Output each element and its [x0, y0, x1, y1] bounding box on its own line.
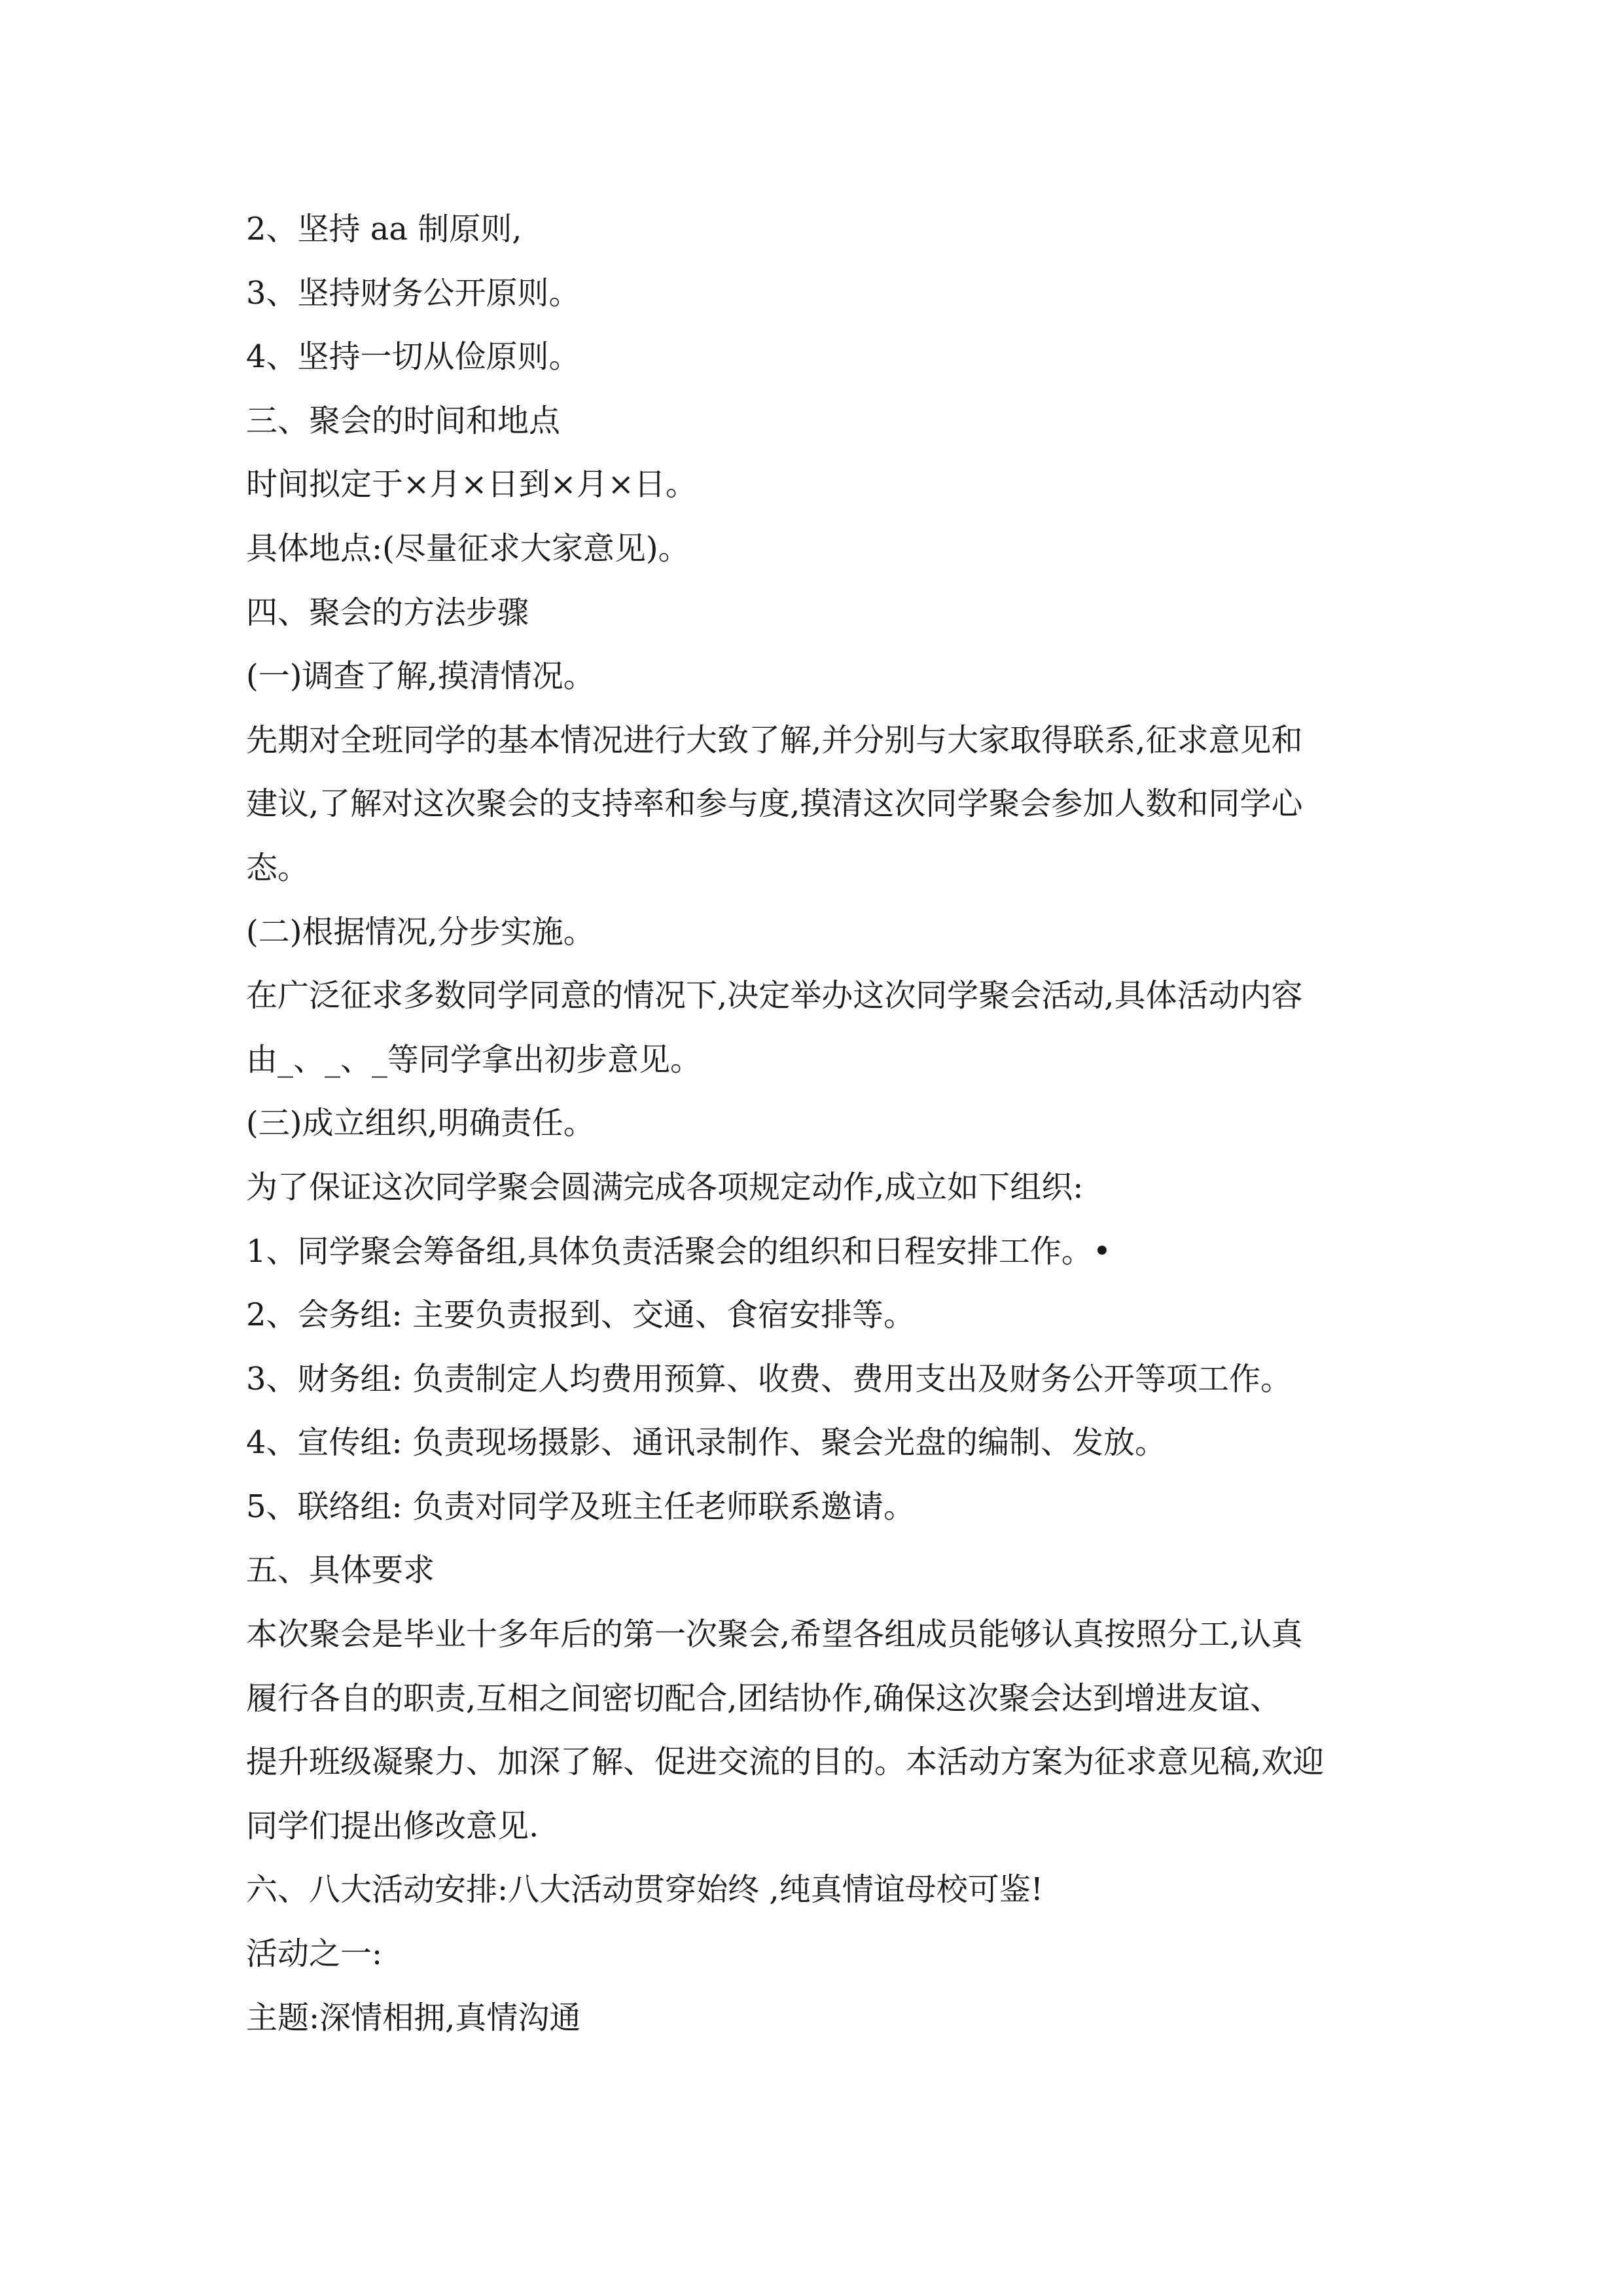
text-line: 同学们提出修改意见. [246, 1807, 539, 1844]
section-heading: 五、具体要求 [246, 1552, 435, 1589]
text-line: 2、坚持 aa 制原则, [246, 211, 522, 247]
subsection-heading: (二)根据情况,分步实施。 [246, 913, 595, 950]
text-line: 主题:深情相拥,真情沟通 [246, 1999, 581, 2036]
list-item: 5、联络组: 负责对同学及班主任老师联系邀请。 [246, 1488, 915, 1525]
text-line: 为了保证这次同学聚会圆满完成各项规定动作,成立如下组织: [246, 1168, 1084, 1206]
list-item: 3、财务组: 负责制定人均费用预算、收费、费用支出及财务公开等项工作。 [246, 1360, 1292, 1397]
list-item: 1、同学聚会筹备组,具体负责活聚会的组织和日程安排工作。• [246, 1232, 1112, 1270]
text-line: 履行各自的职责,互相之间密切配合,团结协作,确保这次聚会达到增进友谊、 [246, 1679, 1281, 1717]
list-item: 2、会务组: 主要负责报到、交通、食宿安排等。 [246, 1297, 915, 1334]
text-line: 本次聚会是毕业十多年后的第一次聚会,希望各组成员能够认真按照分工,认真 [246, 1616, 1303, 1653]
text-line: 由_、_、_等同学拿出初步意见。 [246, 1041, 702, 1078]
text-line: 在广泛征求多数同学同意的情况下,决定举办这次同学聚会活动,具体活动内容 [246, 977, 1303, 1014]
list-item: 4、宣传组: 负责现场摄影、通讯录制作、聚会光盘的编制、发放。 [246, 1424, 1166, 1462]
text-line: 建议,了解对这次聚会的支持率和参与度,摸清这次同学聚会参加人数和同学心 [246, 785, 1303, 823]
text-line: 提升班级凝聚力、加深了解、促进交流的目的。本活动方案为征求意见稿,欢迎 [246, 1744, 1325, 1781]
section-heading: 三、聚会的时间和地点 [246, 402, 561, 439]
section-heading: 六、八大活动安排:八大活动贯穿始终 ,纯真情谊母校可鉴! [246, 1871, 1043, 1909]
document-body [246, 198, 1398, 2050]
text-line: 态。 [246, 849, 310, 886]
subsection-heading: (三)成立组织,明确责任。 [246, 1105, 595, 1142]
text-line: 3、坚持财务公开原则。 [246, 274, 580, 312]
text-line: 活动之一: [246, 1935, 383, 1973]
text-line: 先期对全班同学的基本情况进行大致了解,并分别与大家取得联系,征求意见和 [246, 721, 1303, 759]
text-line: 时间拟定于×月×日到×月×日。 [246, 466, 697, 503]
text-line: 4、坚持一切从俭原则。 [246, 338, 580, 376]
text-line: 具体地点:(尽量征求大家意见)。 [246, 529, 690, 567]
section-heading: 四、聚会的方法步骤 [246, 594, 529, 631]
subsection-heading: (一)调查了解,摸清情况。 [246, 658, 595, 695]
